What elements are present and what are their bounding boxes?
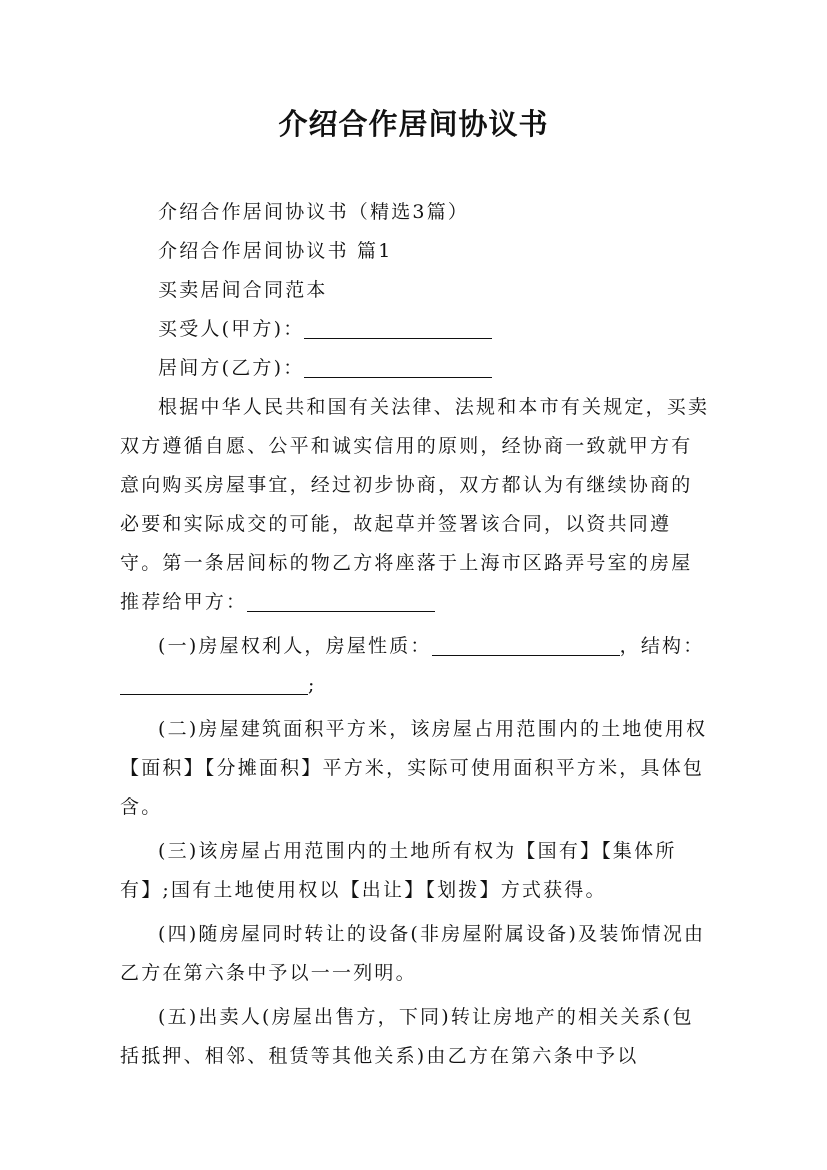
buyer-label: 买受人(甲方)： <box>158 318 305 340</box>
agent-label: 居间方(乙方)： <box>158 357 305 379</box>
paragraph-section-heading: 介绍合作居间协议书 篇1 <box>158 240 393 262</box>
structure-blank <box>120 672 308 695</box>
paragraph-item-1 <box>120 627 712 705</box>
paragraph-item-3: (三)该房屋占用范围内的土地所有权为【国有】【集体所有】;国有土地使用权以【出让】【划拨】方式获得。 <box>120 840 677 901</box>
paragraph-item-2: (二)房屋建筑面积平方米，该房屋占用范围内的土地使用权【面积】【分摊面积】平方米，实际可使用面积平方米，具体包含。 <box>120 718 708 818</box>
semicolon: ; <box>308 674 317 696</box>
paragraph-item-5: (五)出卖人(房屋出售方，下同)转让房地产的相关关系(包括抵押、相邻、租赁等其他关系)由乙方在第六条中予以 <box>120 1006 694 1067</box>
document-body <box>120 193 712 1076</box>
paragraph-buyer-line <box>120 310 712 349</box>
paragraph-item-4: (四)随房屋同时转让的设备(非房屋附属设备)及装饰情况由乙方在第六条中予以一一列明。 <box>120 923 706 984</box>
buyer-blank <box>304 316 492 339</box>
preamble-text: 根据中华人民共和国有关法律、法规和本市有关规定，买卖双方遵循自愿、公平和诚实信用的原则，经协商一致就甲方有意向购买房屋事宜，经过初步协商，双方都认为有继续协商的必要和实际成交的可能，故起草并签署该合同，以资共同遵守。第一条居间标的物乙方将座落于上海市区路弄号室的房屋推荐给甲方： <box>120 396 710 613</box>
document-title: 介绍合作居间协议书 <box>278 107 549 141</box>
property-blank <box>247 589 435 612</box>
paragraph-preamble <box>120 388 712 622</box>
agent-blank <box>304 355 492 378</box>
paragraph-agent-line <box>120 349 712 388</box>
property-nature-blank <box>432 633 620 656</box>
structure-label: ，结构： <box>619 635 705 657</box>
item-1-text: (一)房屋权利人，房屋性质： <box>158 635 432 657</box>
paragraph-contract-name: 买卖居间合同范本 <box>158 279 328 301</box>
paragraph-subtitle: 介绍合作居间协议书（精选3篇） <box>158 201 470 223</box>
